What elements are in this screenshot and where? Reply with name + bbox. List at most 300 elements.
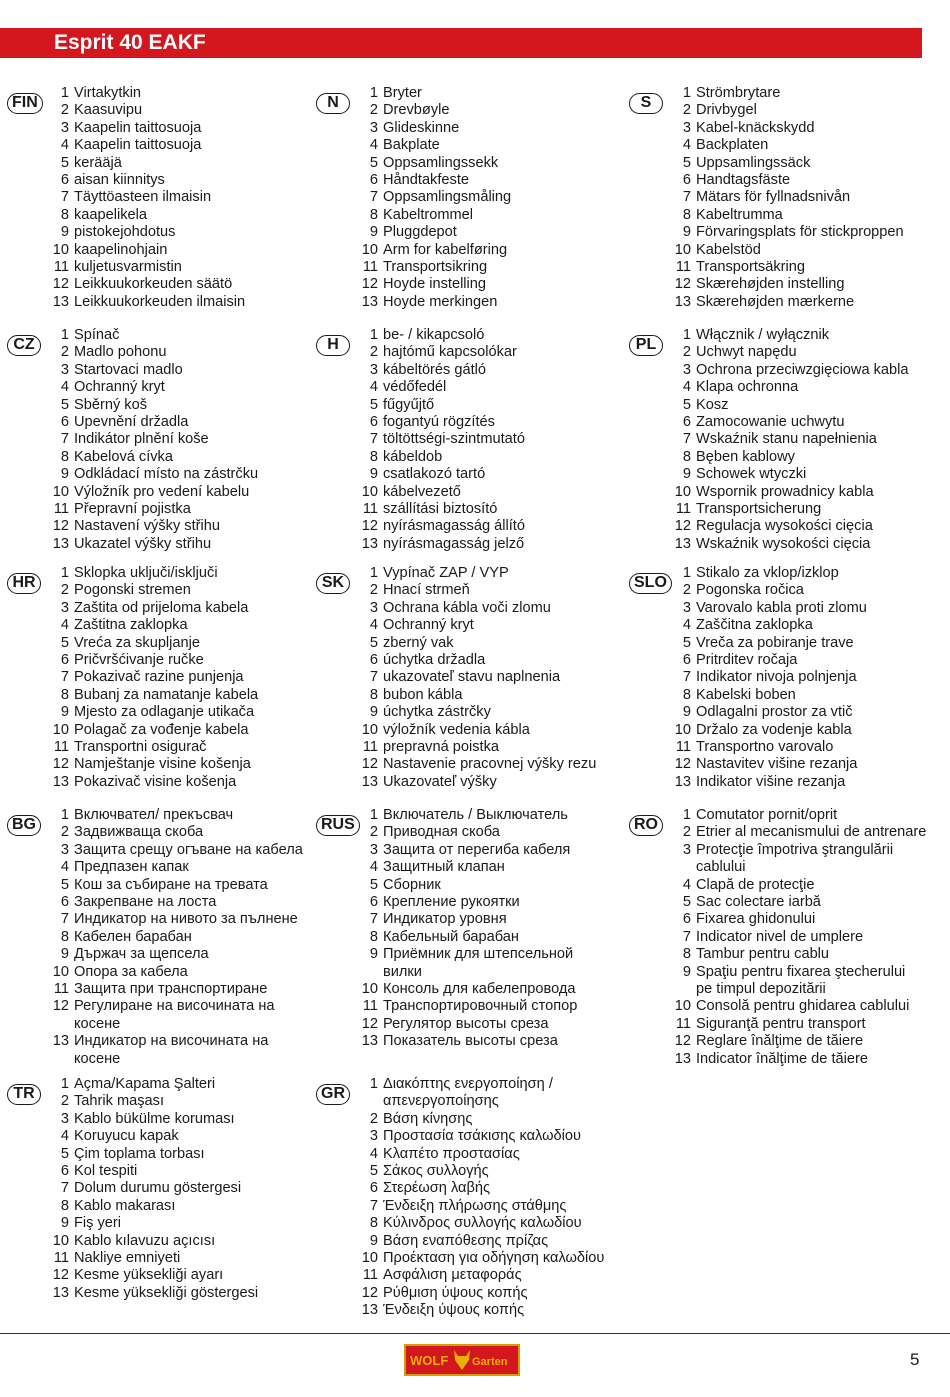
list-item <box>356 652 596 669</box>
item-label: Nastavenie pracovnej výšky rezu <box>383 756 597 773</box>
list-item <box>356 294 511 311</box>
item-number: 2 <box>369 102 378 119</box>
item-number: 3 <box>369 599 378 616</box>
item-label: hajtómű kapcsolókar <box>383 344 517 361</box>
list-item <box>47 1198 258 1215</box>
language-code-badge: RO <box>629 815 663 836</box>
list-item <box>356 172 511 189</box>
item-number: 7 <box>369 911 378 928</box>
item-label: Skærehøjden instelling <box>696 276 845 293</box>
parts-list <box>356 1076 604 1320</box>
item-number: 9 <box>60 1215 69 1232</box>
item-number: 5 <box>682 634 691 651</box>
language-code-badge: FIN <box>7 93 43 114</box>
item-label: Spaţiu pentru fixarea ştecherului pe timpul depozitării <box>696 963 906 998</box>
list-item <box>47 911 303 928</box>
item-label: Сборник <box>383 876 441 893</box>
item-label: Kaapelin taittosuoja <box>74 137 202 154</box>
item-number: 8 <box>60 1197 69 1214</box>
item-label: Siguranţă pentru transport <box>696 1015 866 1032</box>
item-label: aisan kiinnitys <box>74 172 165 189</box>
item-number: 7 <box>369 431 378 448</box>
list-item <box>47 397 258 414</box>
list-item <box>47 565 258 582</box>
item-number: 10 <box>52 483 69 500</box>
list-item <box>356 102 511 119</box>
list-item <box>356 1250 604 1267</box>
item-label: Kabelstöd <box>696 241 761 258</box>
item-label: Varovalo kabla proti zlomu <box>696 599 867 616</box>
item-label: Hoyde instelling <box>383 276 487 293</box>
item-label: Transportsäkring <box>696 259 805 276</box>
list-item <box>356 501 525 518</box>
list-item <box>47 431 258 448</box>
list-item <box>356 842 616 859</box>
list-item <box>669 617 867 634</box>
item-label: Kol tespiti <box>74 1163 138 1180</box>
list-item <box>47 807 303 824</box>
list-item <box>356 807 616 824</box>
item-label: Handtagsfäste <box>696 172 791 189</box>
list-item <box>356 981 616 998</box>
item-number: 11 <box>53 981 69 998</box>
item-number: 13 <box>361 1302 378 1319</box>
list-item <box>669 824 926 841</box>
item-label: nyírásmagasság jelző <box>383 535 525 552</box>
list-item <box>356 1076 604 1111</box>
item-number: 12 <box>361 1015 378 1032</box>
item-number: 9 <box>682 704 691 721</box>
list-item <box>47 518 258 535</box>
list-item <box>669 207 904 224</box>
list-item <box>669 756 867 773</box>
item-label: Защитный клапан <box>383 859 505 876</box>
item-label: Σάκος συλλογής <box>383 1163 489 1180</box>
item-number: 12 <box>52 518 69 535</box>
item-number: 4 <box>682 617 691 634</box>
item-number: 11 <box>362 1267 378 1284</box>
item-number: 6 <box>369 172 378 189</box>
list-item <box>669 652 867 669</box>
item-number: 11 <box>362 998 378 1015</box>
list-item <box>669 327 909 344</box>
item-number: 12 <box>52 276 69 293</box>
item-number: 9 <box>60 224 69 241</box>
list-item <box>669 102 904 119</box>
item-number: 8 <box>60 686 69 703</box>
item-label: Wspornik prowadnicy kabla <box>696 483 874 500</box>
item-label: kábeldob <box>383 448 443 465</box>
list-item <box>669 518 909 535</box>
item-number: 11 <box>362 259 378 276</box>
item-number: 3 <box>60 361 69 378</box>
list-item <box>669 449 909 466</box>
item-number: 2 <box>369 582 378 599</box>
item-label: Приводная скоба <box>383 824 500 841</box>
list-item <box>356 635 596 652</box>
parts-list <box>669 327 909 553</box>
item-number: 7 <box>682 189 691 206</box>
item-number: 11 <box>53 1250 69 1267</box>
item-number: 10 <box>674 998 691 1015</box>
item-label: Spínač <box>74 327 120 343</box>
item-label: kábelvezető <box>383 483 461 500</box>
item-label: Ochranný kryt <box>74 379 165 396</box>
item-number: 6 <box>60 652 69 669</box>
list-item <box>669 1051 926 1068</box>
item-number: 7 <box>60 911 69 928</box>
item-label: Държач за щепсела <box>74 946 209 963</box>
list-item <box>356 1163 604 1180</box>
list-item <box>47 1180 258 1197</box>
item-number: 11 <box>675 259 691 276</box>
list-item <box>47 929 303 946</box>
list-item <box>356 756 596 773</box>
item-label: Nakliye emniyeti <box>74 1250 181 1267</box>
list-item <box>47 259 245 276</box>
item-number: 2 <box>60 824 69 841</box>
language-code-badge: SK <box>316 573 350 594</box>
item-label: Регулиране на височината на косене <box>74 998 275 1032</box>
item-number: 5 <box>60 634 69 651</box>
item-label: Přepravní pojistka <box>74 501 191 518</box>
item-number: 7 <box>60 669 69 686</box>
list-item <box>47 484 258 501</box>
item-label: Закрепване на лоста <box>74 894 217 911</box>
list-item <box>356 224 511 241</box>
item-label: Oppsamlingssekk <box>383 154 499 171</box>
list-item <box>669 172 904 189</box>
list-item <box>356 536 525 553</box>
list-item <box>47 635 258 652</box>
list-item <box>669 379 909 396</box>
item-number: 4 <box>682 876 691 893</box>
item-label: Strömbrytare <box>696 85 781 101</box>
list-item <box>669 929 926 946</box>
list-item <box>669 362 909 379</box>
list-item <box>356 859 616 876</box>
item-number: 1 <box>682 565 691 581</box>
item-label: Upevnění držadla <box>74 414 189 431</box>
list-item <box>356 276 511 293</box>
item-label: Ochranný kryt <box>383 617 474 634</box>
item-label: Pokazivač visine košenja <box>74 773 237 790</box>
item-number: 1 <box>682 327 691 343</box>
list-item <box>47 1163 258 1180</box>
item-number: 2 <box>682 344 691 361</box>
item-label: Odlagalni prostor za vtič <box>696 704 853 721</box>
item-number: 2 <box>369 824 378 841</box>
item-label: csatlakozó tartó <box>383 466 486 483</box>
item-label: bubon kábla <box>383 686 463 703</box>
list-item <box>669 739 867 756</box>
item-label: Transportni osigurač <box>74 739 207 756</box>
item-number: 5 <box>369 154 378 171</box>
item-label: Fiş yeri <box>74 1215 122 1232</box>
list-item <box>669 344 909 361</box>
list-item <box>47 1033 303 1068</box>
list-item <box>47 85 245 102</box>
item-number: 2 <box>369 344 378 361</box>
list-item <box>356 1111 604 1128</box>
item-label: Tambur pentru cablu <box>696 946 830 963</box>
item-label: szállítási biztosító <box>383 501 498 518</box>
item-label: Sklopka uključi/isključi <box>74 565 218 581</box>
item-label: kerääjä <box>74 154 122 171</box>
item-label: Bubanj za namatanje kabela <box>74 686 259 703</box>
list-item <box>47 600 258 617</box>
item-number: 1 <box>60 807 69 823</box>
item-number: 6 <box>60 414 69 431</box>
list-item <box>47 362 258 379</box>
item-label: Backplaten <box>696 137 769 154</box>
parts-list <box>669 85 904 311</box>
list-item <box>47 1250 258 1267</box>
item-label: Nastavitev višine rezanja <box>696 756 858 773</box>
list-item <box>47 859 303 876</box>
list-item <box>47 981 303 998</box>
item-label: Włącznik / wyłącznik <box>696 327 829 343</box>
language-code-badge: H <box>316 335 350 356</box>
item-number: 3 <box>682 841 691 858</box>
item-label: Индикатор на нивото за пълнене <box>74 911 298 928</box>
item-label: Zamocowanie uchwytu <box>696 414 845 431</box>
item-label: Консоль для кабелепровода <box>383 981 576 998</box>
item-label: Wskaźnik wysokości cięcia <box>696 535 871 552</box>
item-number: 9 <box>369 466 378 483</box>
item-label: nyírásmagasság állító <box>383 518 525 535</box>
item-number: 13 <box>52 1284 69 1301</box>
list-item <box>356 565 596 582</box>
item-label: Защита от перегиба кабеля <box>383 841 571 858</box>
item-label: Ochrana kábla voči zlomu <box>383 599 551 616</box>
item-number: 11 <box>53 501 69 518</box>
list-item <box>356 449 525 466</box>
item-label: Опора за кабела <box>74 963 188 980</box>
list-item <box>669 155 904 172</box>
item-number: 5 <box>369 1163 378 1180</box>
list-item <box>356 929 616 946</box>
item-number: 11 <box>362 501 378 518</box>
list-item <box>669 259 904 276</box>
item-number: 10 <box>52 721 69 738</box>
item-label: Προστασία τσάκισης καλωδίου <box>383 1128 581 1145</box>
item-label: Ρύθμιση ύψους κοπής <box>383 1284 528 1301</box>
item-label: Индикатор на височината на косене <box>74 1033 269 1067</box>
item-label: Indikator nivoja polnjenja <box>696 669 857 686</box>
item-number: 8 <box>682 206 691 223</box>
item-number: 10 <box>361 241 378 258</box>
list-item <box>669 704 867 721</box>
item-number: 6 <box>369 414 378 431</box>
list-item <box>669 964 926 999</box>
list-item <box>356 137 511 154</box>
item-number: 6 <box>369 1180 378 1197</box>
item-label: Namještanje visine košenja <box>74 756 251 773</box>
item-number: 1 <box>369 1076 378 1092</box>
page-title: Esprit 40 EAKF <box>0 28 922 58</box>
list-item <box>356 617 596 634</box>
wolf-head-icon <box>406 1346 518 1374</box>
item-number: 8 <box>682 946 691 963</box>
item-number: 10 <box>361 1250 378 1267</box>
item-number: 13 <box>52 1033 69 1050</box>
wolf-garten-logo <box>404 1344 520 1376</box>
list-item <box>47 998 303 1033</box>
item-number: 13 <box>361 1033 378 1050</box>
list-item <box>356 877 616 894</box>
list-item <box>356 431 525 448</box>
item-number: 10 <box>674 241 691 258</box>
item-label: výložník vedenia kábla <box>383 721 530 738</box>
list-item <box>669 414 909 431</box>
item-label: Bęben kablowy <box>696 448 795 465</box>
item-number: 1 <box>60 85 69 101</box>
language-code-badge: GR <box>316 1084 350 1105</box>
item-number: 4 <box>60 379 69 396</box>
list-item <box>669 536 909 553</box>
list-item <box>356 1215 604 1232</box>
item-label: Задвижваща скоба <box>74 824 204 841</box>
item-number: 4 <box>682 379 691 396</box>
item-label: Transportno varovalo <box>696 739 834 756</box>
list-item <box>47 224 245 241</box>
item-number: 2 <box>60 344 69 361</box>
list-item <box>669 484 909 501</box>
item-number: 5 <box>369 876 378 893</box>
list-item <box>47 501 258 518</box>
list-item <box>669 946 926 963</box>
item-number: 10 <box>52 1232 69 1249</box>
item-number: 12 <box>52 1267 69 1284</box>
item-number: 10 <box>674 483 691 500</box>
item-number: 1 <box>369 85 378 101</box>
item-number: 4 <box>369 137 378 154</box>
item-label: Startovaci madlo <box>74 361 183 378</box>
item-label: Glideskinne <box>383 119 460 136</box>
item-number: 1 <box>369 327 378 343</box>
item-number: 6 <box>682 414 691 431</box>
item-number: 6 <box>682 172 691 189</box>
page-number: 5 <box>910 1350 920 1369</box>
item-number: 6 <box>60 172 69 189</box>
item-label: Защита срещу огъване на кабела <box>74 841 303 858</box>
item-number: 2 <box>60 1093 69 1110</box>
list-item <box>47 102 245 119</box>
item-number: 5 <box>682 894 691 911</box>
item-label: Transportsicherung <box>696 501 822 518</box>
item-number: 1 <box>682 85 691 101</box>
item-label: Clapă de protecţie <box>696 876 815 893</box>
item-number: 9 <box>60 466 69 483</box>
list-item <box>669 501 909 518</box>
item-number: 8 <box>682 686 691 703</box>
item-label: Dolum durumu göstergesi <box>74 1180 242 1197</box>
list-item <box>669 294 904 311</box>
item-label: Ukazovateľ výšky <box>383 773 497 790</box>
item-number: 12 <box>674 518 691 535</box>
item-number: 13 <box>674 773 691 790</box>
item-number: 5 <box>60 396 69 413</box>
item-number: 8 <box>60 928 69 945</box>
list-item <box>47 1233 258 1250</box>
item-label: Кабельный барабан <box>383 928 519 945</box>
list-item <box>47 1267 258 1284</box>
list-item <box>47 1076 258 1093</box>
item-number: 3 <box>682 361 691 378</box>
item-label: Ukazatel výšky střihu <box>74 535 212 552</box>
item-label: Защита при транспортиране <box>74 981 268 998</box>
item-label: Hnací strmeň <box>383 582 470 599</box>
item-label: kuljetusvarmistin <box>74 259 182 276</box>
item-label: Кабелен барабан <box>74 928 192 945</box>
item-label: töltöttségi-szintmutató <box>383 431 525 448</box>
item-number: 7 <box>682 431 691 448</box>
item-label: Ochrona przeciwzgięciowa kabla <box>696 361 909 378</box>
item-number: 3 <box>682 599 691 616</box>
item-number: 12 <box>52 998 69 1015</box>
item-label: Включатель / Выключатель <box>383 807 568 823</box>
list-item <box>669 669 867 686</box>
list-item <box>356 1033 616 1050</box>
list-item <box>356 704 596 721</box>
item-number: 13 <box>674 1050 691 1067</box>
item-number: 13 <box>361 773 378 790</box>
item-number: 7 <box>60 189 69 206</box>
list-item <box>669 242 904 259</box>
item-number: 13 <box>361 535 378 552</box>
item-label: Βάση εναπόθεσης πρίζας <box>383 1232 549 1249</box>
item-number: 1 <box>60 327 69 343</box>
list-item <box>47 652 258 669</box>
list-item <box>47 669 258 686</box>
item-number: 7 <box>682 928 691 945</box>
item-label: Vreća za skupljanje <box>74 634 201 651</box>
list-item <box>356 189 511 206</box>
item-label: Protecţie împotriva ştrangulării cablului <box>696 841 894 876</box>
item-number: 4 <box>369 1145 378 1162</box>
item-label: Indikátor plnění koše <box>74 431 209 448</box>
list-item <box>47 842 303 859</box>
item-label: pistokejohdotus <box>74 224 176 241</box>
item-number: 13 <box>361 293 378 310</box>
item-number: 3 <box>369 1128 378 1145</box>
item-label: Skærehøjden mærkerne <box>696 293 855 310</box>
item-label: Kabelová cívka <box>74 448 173 465</box>
list-item <box>47 172 245 189</box>
list-item <box>356 1267 604 1284</box>
item-label: Arm for kabelføring <box>383 241 508 258</box>
list-item <box>356 739 596 756</box>
parts-list <box>47 565 258 791</box>
list-item <box>356 414 525 431</box>
item-label: Kabelski boben <box>696 686 796 703</box>
list-item <box>47 536 258 553</box>
item-number: 4 <box>60 137 69 154</box>
item-label: Kaapelin taittosuoja <box>74 119 202 136</box>
list-item <box>356 155 511 172</box>
item-number: 9 <box>60 704 69 721</box>
item-number: 13 <box>52 773 69 790</box>
item-label: Wskaźnik stanu napełnienia <box>696 431 877 448</box>
list-item <box>47 207 245 224</box>
list-item <box>47 1285 258 1302</box>
item-label: Držalo za vodenje kabla <box>696 721 852 738</box>
list-item <box>356 362 525 379</box>
item-number: 1 <box>369 807 378 823</box>
item-label: Výložník pro vedení kabelu <box>74 483 250 500</box>
item-label: Indikator višine rezanja <box>696 773 846 790</box>
